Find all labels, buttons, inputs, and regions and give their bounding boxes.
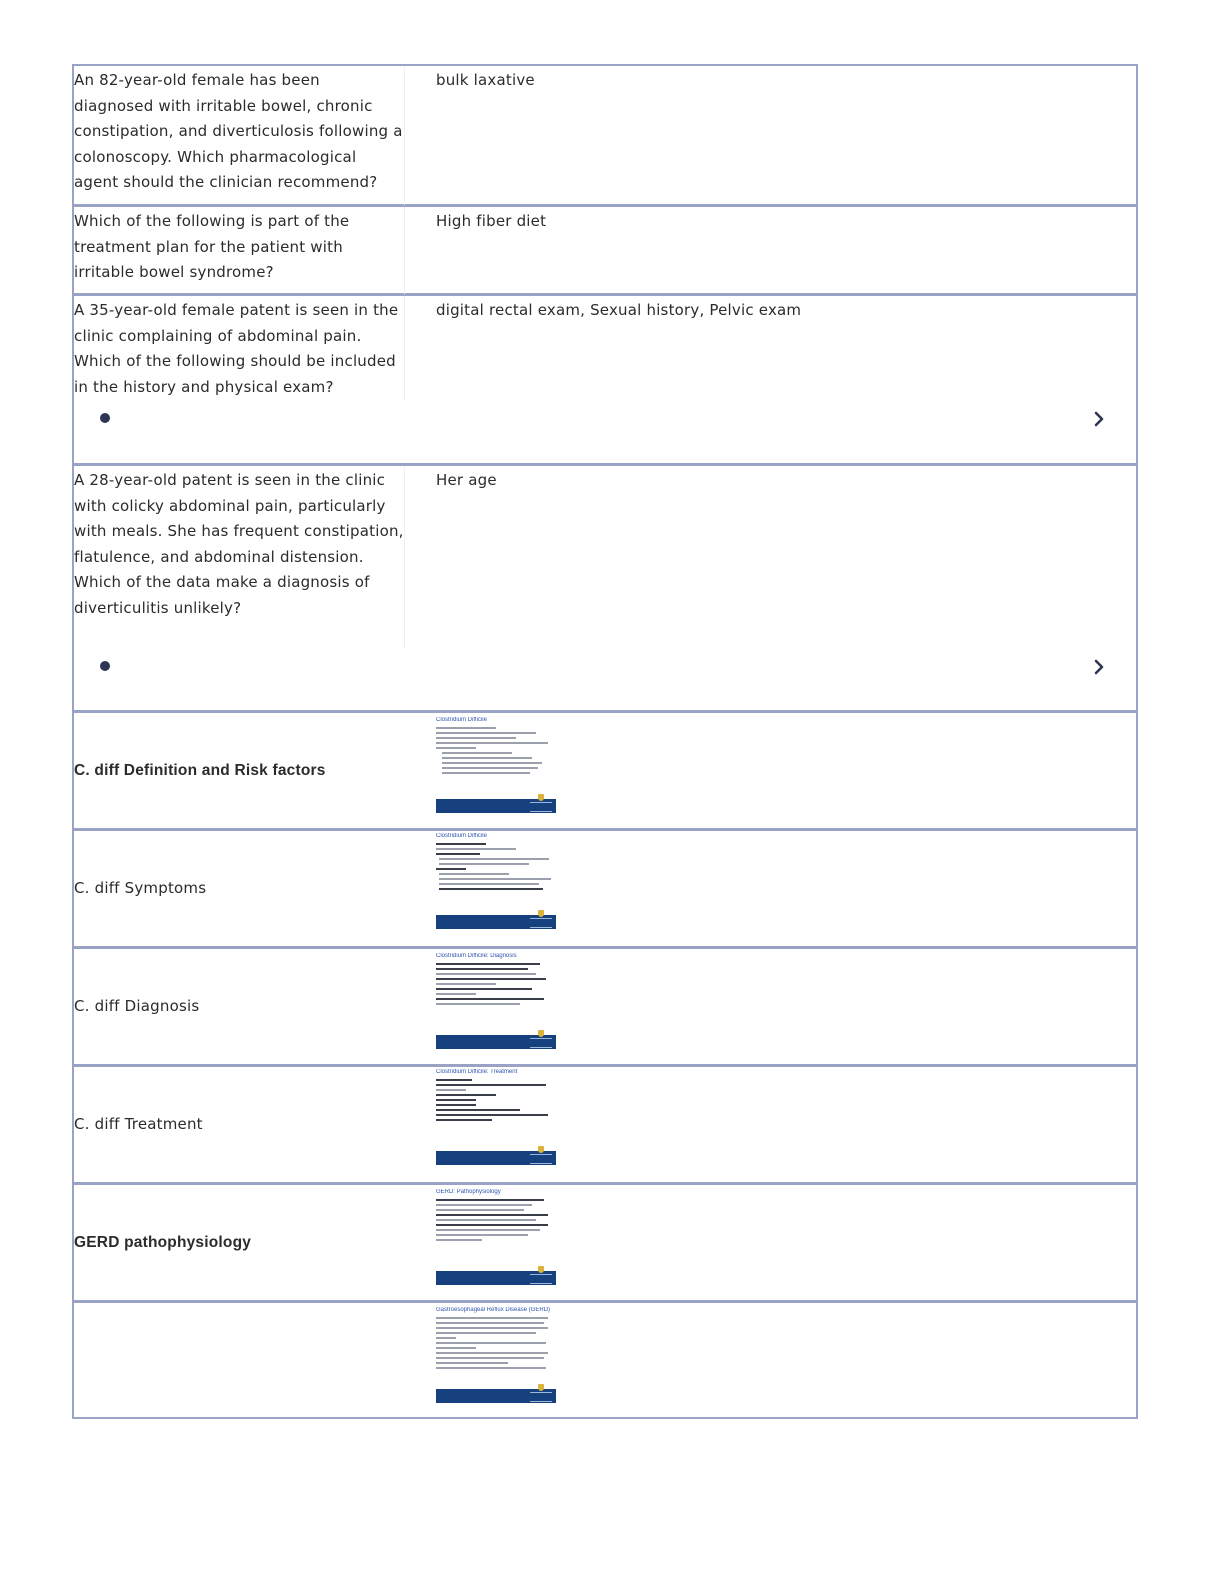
slide-thumbnail: [436, 717, 556, 813]
card-term: An 82-year-old female has been diagnosed with irritable bowel, chronic constipation, and diverticulosis following a colonoscopy. Which pharmacological agent should the clinician recommend?: [74, 71, 403, 192]
divider: [404, 466, 405, 648]
slide-title: Clostridium Difficile: [436, 717, 487, 723]
divider: [404, 66, 405, 206]
slide-title: GERD: Pathophysiology: [436, 1189, 501, 1195]
flashcard: [72, 1301, 1138, 1419]
flashcard: [72, 464, 1138, 712]
slide-thumbnail: [436, 1069, 556, 1165]
card-term: A 35-year-old female patent is seen in the clinic complaining of abdominal pain. Which of the following should be included in the history and physical exam?: [74, 301, 399, 396]
card-term: GERD pathophysiology: [74, 1233, 252, 1251]
card-term: A 28-year-old patent is seen in the clinic with colicky abdominal pain, particularly with meals. She has frequent constipation, flatulence, and abdominal distension. Which of the data make a diagnosis of diverticulitis unlikely?: [74, 471, 404, 617]
pagination-dot[interactable]: [100, 413, 110, 423]
card-definition: Her age: [436, 471, 497, 489]
slide-title: Clostridium Difficile: [436, 833, 487, 839]
flashcard: [72, 1183, 1138, 1302]
divider: [404, 207, 405, 295]
card-definition: bulk laxative: [436, 71, 535, 89]
flashcard: [72, 64, 1138, 206]
slide-title: Clostridium Difficile: Treatment: [436, 1069, 518, 1075]
divider: [404, 296, 405, 400]
card-term: [74, 1303, 404, 1417]
slide-title: Clostridium Difficile: Diagnosis: [436, 953, 517, 959]
card-term: C. diff Definition and Risk factors: [74, 761, 326, 779]
slide-title: Gastroesophageal Reflux Disease (GERD): [436, 1307, 551, 1313]
flashcard: [72, 205, 1138, 295]
flashcard: [72, 711, 1138, 830]
chevron-right-icon[interactable]: [1092, 410, 1106, 428]
card-term: C. diff Symptoms: [74, 878, 207, 897]
card-term: C. diff Treatment: [74, 1114, 203, 1133]
slide-thumbnail: [436, 1307, 556, 1403]
flashcard: [72, 1065, 1138, 1184]
slide-thumbnail: [436, 1189, 556, 1285]
flashcard: [72, 294, 1138, 465]
slide-thumbnail: [436, 953, 556, 1049]
card-definition: High fiber diet: [436, 212, 547, 230]
card-definition: digital rectal exam, Sexual history, Pelvic exam: [436, 301, 802, 319]
flashcard: [72, 829, 1138, 948]
card-term: Which of the following is part of the treatment plan for the patient with irritable bowel syndrome?: [74, 212, 350, 282]
slide-thumbnail: [436, 833, 556, 929]
flashcard: [72, 947, 1138, 1066]
chevron-right-icon[interactable]: [1092, 658, 1106, 676]
pagination-dot[interactable]: [100, 661, 110, 671]
card-term: C. diff Diagnosis: [74, 996, 200, 1015]
